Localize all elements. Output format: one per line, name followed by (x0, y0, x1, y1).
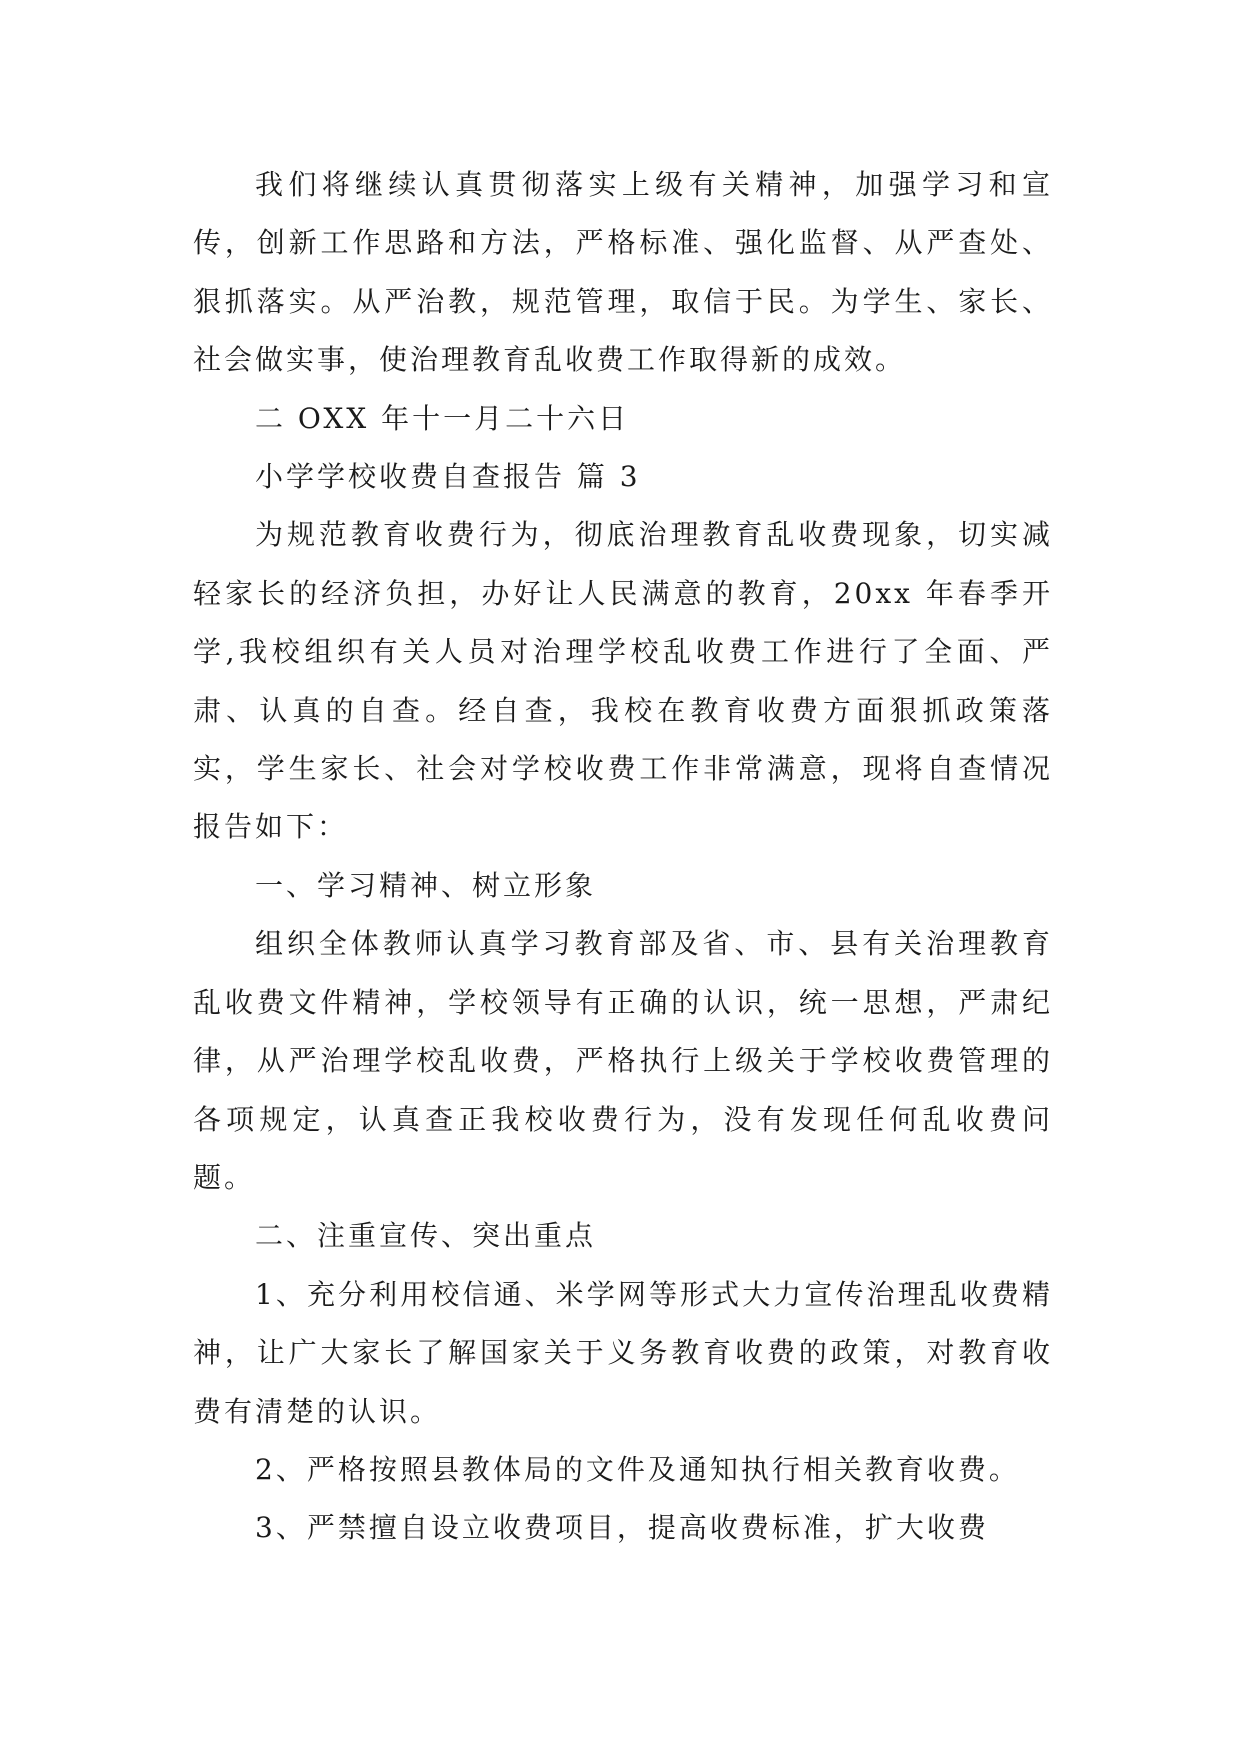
paragraph-introduction: 为规范教育收费行为，彻底治理教育乱收费现象，切实减轻家长的经济负担，办好让人民满意的教育，20xx 年春季开学,我校组织有关人员对治理学校乱收费工作进行了全面、严肃、认真的自查。经自查，我校在教育收费方面狠抓政策落实，学生家长、社会对学校收费工作非常满意，现将自查情况报告如下： (193, 518, 1053, 844)
paragraph-section-1: 组织全体教师认真学习教育部及省、市、县有关治理教育乱收费文件精神，学校领导有正确的认识，统一思想，严肃纪律，从严治理学校乱收费，严格执行上级关于学校收费管理的各项规定，认真查正我校收费行为，没有发现任何乱收费问题。 (193, 927, 1053, 1194)
paragraph-date: 二 OXX 年十一月二十六日 (255, 401, 630, 435)
list-item-3: 3、严禁擅自设立收费项目，提高收费标准，扩大收费 (255, 1511, 989, 1545)
report-title: 小学学校收费自查报告 篇 3 (255, 460, 641, 494)
document-body (193, 156, 1053, 1558)
section-heading-2: 二、注重宣传、突出重点 (255, 1219, 597, 1253)
section-heading-1: 一、学习精神、树立形象 (255, 868, 597, 902)
list-item-2: 2、严格按照县教体局的文件及通知执行相关教育收费。 (255, 1452, 1020, 1486)
paragraph-closing-commitment: 我们将继续认真贯彻落实上级有关精神，加强学习和宣传，创新工作思路和方法，严格标准、强化监督、从严查处、狠抓落实。从严治教，规范管理，取信于民。为学生、家长、社会做实事，使治理教育乱收费工作取得新的成效。 (193, 168, 1053, 377)
list-item-1: 1、充分利用校信通、米学网等形式大力宣传治理乱收费精神，让广大家长了解国家关于义务教育收费的政策，对教育收费有清楚的认识。 (193, 1277, 1053, 1428)
